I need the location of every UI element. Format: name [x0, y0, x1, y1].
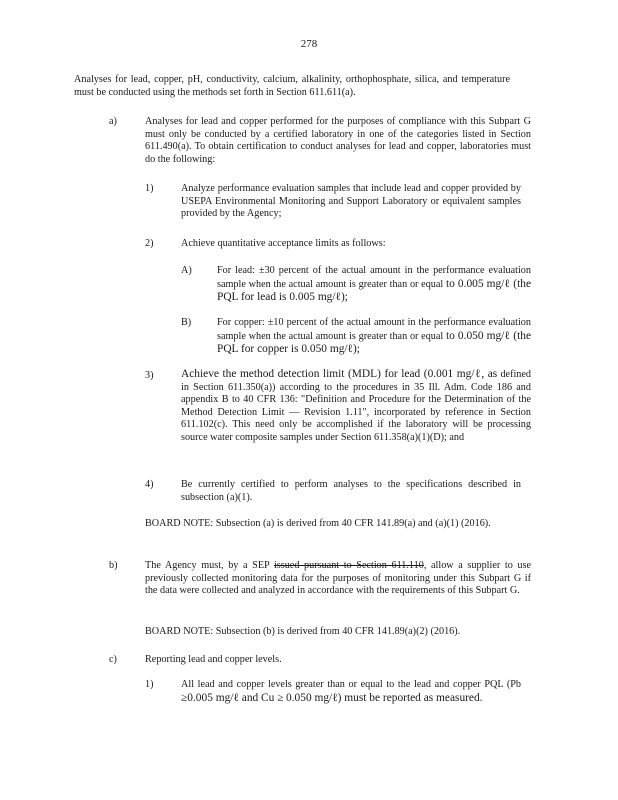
subsection-c-label: c) — [109, 654, 117, 665]
item-a2A-text — [217, 265, 531, 305]
item-a2B-text-large: to 0.050 mg/ℓ (the PQL for copper is 0.050 mg/ℓ); — [217, 329, 532, 356]
subsection-b-struck-text: issued pursuant to Section 611.110 — [273, 560, 424, 571]
subsection-b-label: b) — [109, 560, 118, 571]
greater-equal-symbol: ≥ — [181, 691, 188, 704]
item-a4-text: Be currently certified to perform analyses to the specifications described in subsection (a)(1). — [181, 479, 521, 503]
item-c1-label: 1) — [145, 679, 154, 690]
subsection-c-text: Reporting lead and copper levels. — [145, 654, 282, 665]
item-a1-text: Analyze performance evaluation samples that include lead and copper provided by USEPA Environmental Monitoring and Support Laboratory or equivalent samples provided by the Agency; — [181, 183, 521, 220]
subsection-b-text-end: , allow a supplier to use previously collected monitoring data for the purposes of monitoring under this Subpart G if the data were collected and analyzed in accordance with the requirements of this Subpart G. — [145, 560, 531, 597]
subsection-b-text-start: The Agency must, by a SEP — [145, 560, 274, 571]
board-note-a: BOARD NOTE: Subsection (a) is derived from 40 CFR 141.89(a) and (a)(1) (2016). — [145, 518, 491, 529]
item-c1-text — [181, 679, 521, 705]
item-a2A-text-main: For lead: ±30 percent of the actual amount in the performance evaluation sample when the actual amount is greater than or equal — [217, 265, 531, 290]
item-c1-text-mid: 0.005 mg/ℓ and Cu — [187, 691, 278, 704]
intro-paragraph: Analyses for lead, copper, pH, conductivity, calcium, alkalinity, orthophosphate, silica, and temperature must be conducted using the methods set forth in Section 611.611(a). — [74, 74, 510, 98]
item-a3-text — [181, 368, 531, 445]
item-a3-label: 3) — [145, 370, 154, 381]
item-a2B-label: B) — [181, 317, 192, 328]
greater-equal-symbol-2: ≥ — [277, 691, 284, 704]
item-a2B-text-main: For copper: ±10 percent of the actual amount in the performance evaluation sample when the actual amount is greater than or equal — [217, 317, 531, 342]
subsection-b-text — [145, 560, 531, 598]
item-a4-label: 4) — [145, 479, 154, 490]
board-note-b: BOARD NOTE: Subsection (b) is derived from 40 CFR 141.89(a)(2) (2016). — [145, 626, 461, 637]
item-a2A-text-large: to 0.005 mg/ℓ (the PQL for lead is 0.005 mg/ℓ); — [217, 277, 532, 304]
item-a3-text-large: Achieve the method detection limit (MDL) for lead (0.001 mg/ℓ, as — [181, 368, 498, 380]
item-c1-text-start: All lead and copper levels greater than or equal to the lead and copper PQL (Pb — [181, 679, 521, 690]
page-number: 278 — [300, 38, 318, 50]
item-a2-text: Achieve quantitative acceptance limits as follows: — [181, 238, 386, 249]
item-a2-label: 2) — [145, 238, 154, 249]
subsection-a-text: Analyses for lead and copper performed for the purposes of compliance with this Subpart G must only be conducted by a certified laboratory in one of the categories listed in Section 611.490(a). To obtain certification to conduct analyses for lead and copper, laboratories must do the following: — [145, 116, 531, 165]
subsection-a-label: a) — [109, 116, 117, 127]
item-a2B-text — [217, 317, 531, 357]
item-a1-label: 1) — [145, 183, 154, 194]
item-a2A-label: A) — [181, 265, 192, 276]
item-c1-text-end: 0.050 mg/ℓ) must be reported as measured. — [286, 691, 483, 704]
item-a3-text-main: defined in Section 611.350(a)) according to the procedures in 35 Ill. Adm. Code 186 and appendix B to 40 CFR 136: "Definition and Procedure for the Determination of the Method Detection Limit — Revision 1.11", incorporated by reference in Section 611.102(c). This need only be accomplished if the laboratory will be processing source water composite samples under Section 611.358(a)(1)(D); and — [181, 369, 532, 443]
